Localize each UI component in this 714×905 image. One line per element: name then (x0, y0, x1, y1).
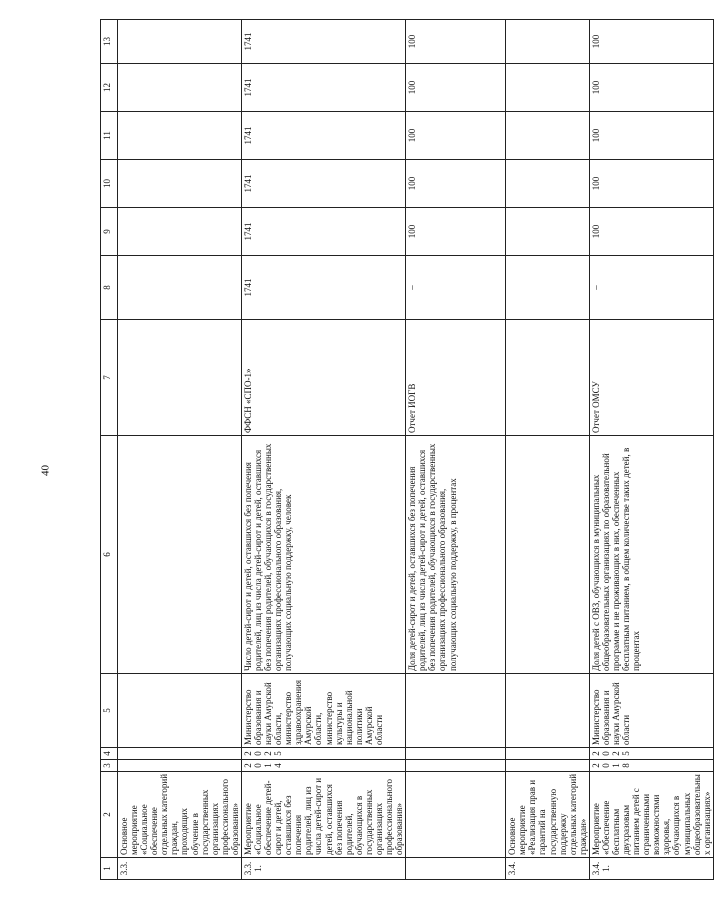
start-year-cell: 2014 (241, 760, 405, 772)
indicator-value-cell: 100 (589, 64, 713, 112)
table-row (406, 20, 506, 880)
data-source-cell: Отчет ИОГВ (406, 320, 506, 436)
column-number-cell: 11 (101, 112, 118, 160)
indicator-value-cell: 1741 (241, 160, 405, 208)
column-number-cell: 8 (101, 256, 118, 320)
column-number-cell: 3 (101, 760, 118, 772)
row-number-cell: 3.3. (118, 858, 242, 880)
indicator-cell: Число детей-сирот и детей, оставшихся без попечения родителей, лиц из числа детей-сирот и детей, оставшихся без попечения родителей, обучающихся в государственных организациях профессионального образования, получающих социальную поддержку, человек (241, 436, 405, 674)
indicator-cell: Доля детей-сирот и детей, оставшихся без попечения родителей, лиц из числа детей-сирот и детей, оставшихся без попечения родителей, обучающихся в государственных организациях профессионального образования, получающих социальную поддержку, в процентах (406, 436, 506, 674)
column-number-cell: 7 (101, 320, 118, 436)
indicator-value-cell: 100 (589, 112, 713, 160)
indicator-value-cell: 100 (589, 208, 713, 256)
measure-name-cell: Мероприятие «Обеспечение бесплатным двухразовым питанием детей с ограниченными возможностями здоровья, обучающихся в муниципальных общеобразовательных организациях» (589, 772, 713, 858)
indicator-cell (506, 436, 590, 674)
indicator-value-cell (118, 64, 242, 112)
page-number: 40 (39, 465, 52, 476)
indicator-value-cell (506, 64, 590, 112)
column-number-cell: 2 (101, 772, 118, 858)
table-row (118, 20, 242, 880)
indicator-value-cell (506, 160, 590, 208)
indicator-value-cell: 100 (406, 20, 506, 64)
indicator-value-cell (506, 20, 590, 64)
row-number-cell: 3.4.1. (589, 858, 713, 880)
indicator-value-cell: 1741 (241, 208, 405, 256)
start-year-cell: 2018 (589, 760, 713, 772)
indicator-value-cell (506, 112, 590, 160)
measure-name-cell: Основное мероприятие «Реализация прав и гарантий на государственную поддержку отдельных категорий граждан» (506, 772, 590, 858)
column-number-cell: 6 (101, 436, 118, 674)
indicator-cell: Доля детей с ОВЗ, обучающихся в муниципальных общеобразовательных организациях по образовательной программе и не проживающих в них, обеспеченных бесплатным питанием, в общем количестве таких детей, в процентах (589, 436, 713, 674)
table-row (589, 20, 713, 880)
responsible-executor-cell (506, 674, 590, 748)
row-number-cell: 3.4. (506, 858, 590, 880)
start-year-cell (506, 760, 590, 772)
indicator-value-cell: 100 (589, 160, 713, 208)
document-sheet (100, 20, 712, 880)
indicator-value-cell (118, 208, 242, 256)
table-row (506, 20, 590, 880)
responsible-executor-cell: Министерство образования и науки Амурской области (589, 674, 713, 748)
indicator-cell (118, 436, 242, 674)
end-year-cell: 2025 (589, 748, 713, 760)
program-table (100, 19, 714, 880)
indicator-value-cell (118, 160, 242, 208)
indicator-value-cell: 100 (406, 208, 506, 256)
start-year-cell (406, 760, 506, 772)
column-number-cell: 5 (101, 674, 118, 748)
end-year-cell (506, 748, 590, 760)
row-number-cell: 3.3.1. (241, 858, 405, 880)
table-row (241, 20, 405, 880)
indicator-value-cell: 1741 (241, 64, 405, 112)
indicator-value-cell: 100 (406, 160, 506, 208)
data-source-cell: ФФСН «СПО-1» (241, 320, 405, 436)
measure-name-cell: Основное мероприятие «Социальное обеспечение отдельных категорий граждан, проходящих обучение в государственных организациях профессионального образования» (118, 772, 242, 858)
indicator-value-cell: – (406, 256, 506, 320)
indicator-value-cell (506, 208, 590, 256)
indicator-value-cell: 1741 (241, 256, 405, 320)
column-number-cell: 12 (101, 64, 118, 112)
indicator-value-cell: 1741 (241, 112, 405, 160)
indicator-value-cell (118, 20, 242, 64)
end-year-cell (406, 748, 506, 760)
indicator-value-cell (118, 256, 242, 320)
indicator-value-cell: 100 (406, 64, 506, 112)
data-source-cell (506, 320, 590, 436)
column-number-cell: 4 (101, 748, 118, 760)
column-number-cell: 1 (101, 858, 118, 880)
data-source-cell (118, 320, 242, 436)
row-number-cell (406, 858, 506, 880)
column-number-row (101, 20, 118, 880)
indicator-value-cell (506, 256, 590, 320)
responsible-executor-cell: Министерство образования и науки Амурской области, министерство здравоохранения Амурской области, министерство культуры и национальной политики Амурской области (241, 674, 405, 748)
indicator-value-cell: 1741 (241, 20, 405, 64)
measure-name-cell (406, 772, 506, 858)
responsible-executor-cell (118, 674, 242, 748)
column-number-cell: 10 (101, 160, 118, 208)
indicator-value-cell: 100 (589, 20, 713, 64)
column-number-cell: 9 (101, 208, 118, 256)
indicator-value-cell: 100 (406, 112, 506, 160)
measure-name-cell: Мероприятие «Социальное обеспечение детей-сирот и детей, оставшихся без попечения родителей, лиц из числа детей-сирот и детей, оставшихся без попечения родителей, обучающихся в государственных организациях профессионального образования» (241, 772, 405, 858)
responsible-executor-cell (406, 674, 506, 748)
start-year-cell (118, 760, 242, 772)
end-year-cell (118, 748, 242, 760)
column-number-cell: 13 (101, 20, 118, 64)
indicator-value-cell: – (589, 256, 713, 320)
indicator-value-cell (118, 112, 242, 160)
data-source-cell: Отчет ОМСУ (589, 320, 713, 436)
end-year-cell: 2025 (241, 748, 405, 760)
